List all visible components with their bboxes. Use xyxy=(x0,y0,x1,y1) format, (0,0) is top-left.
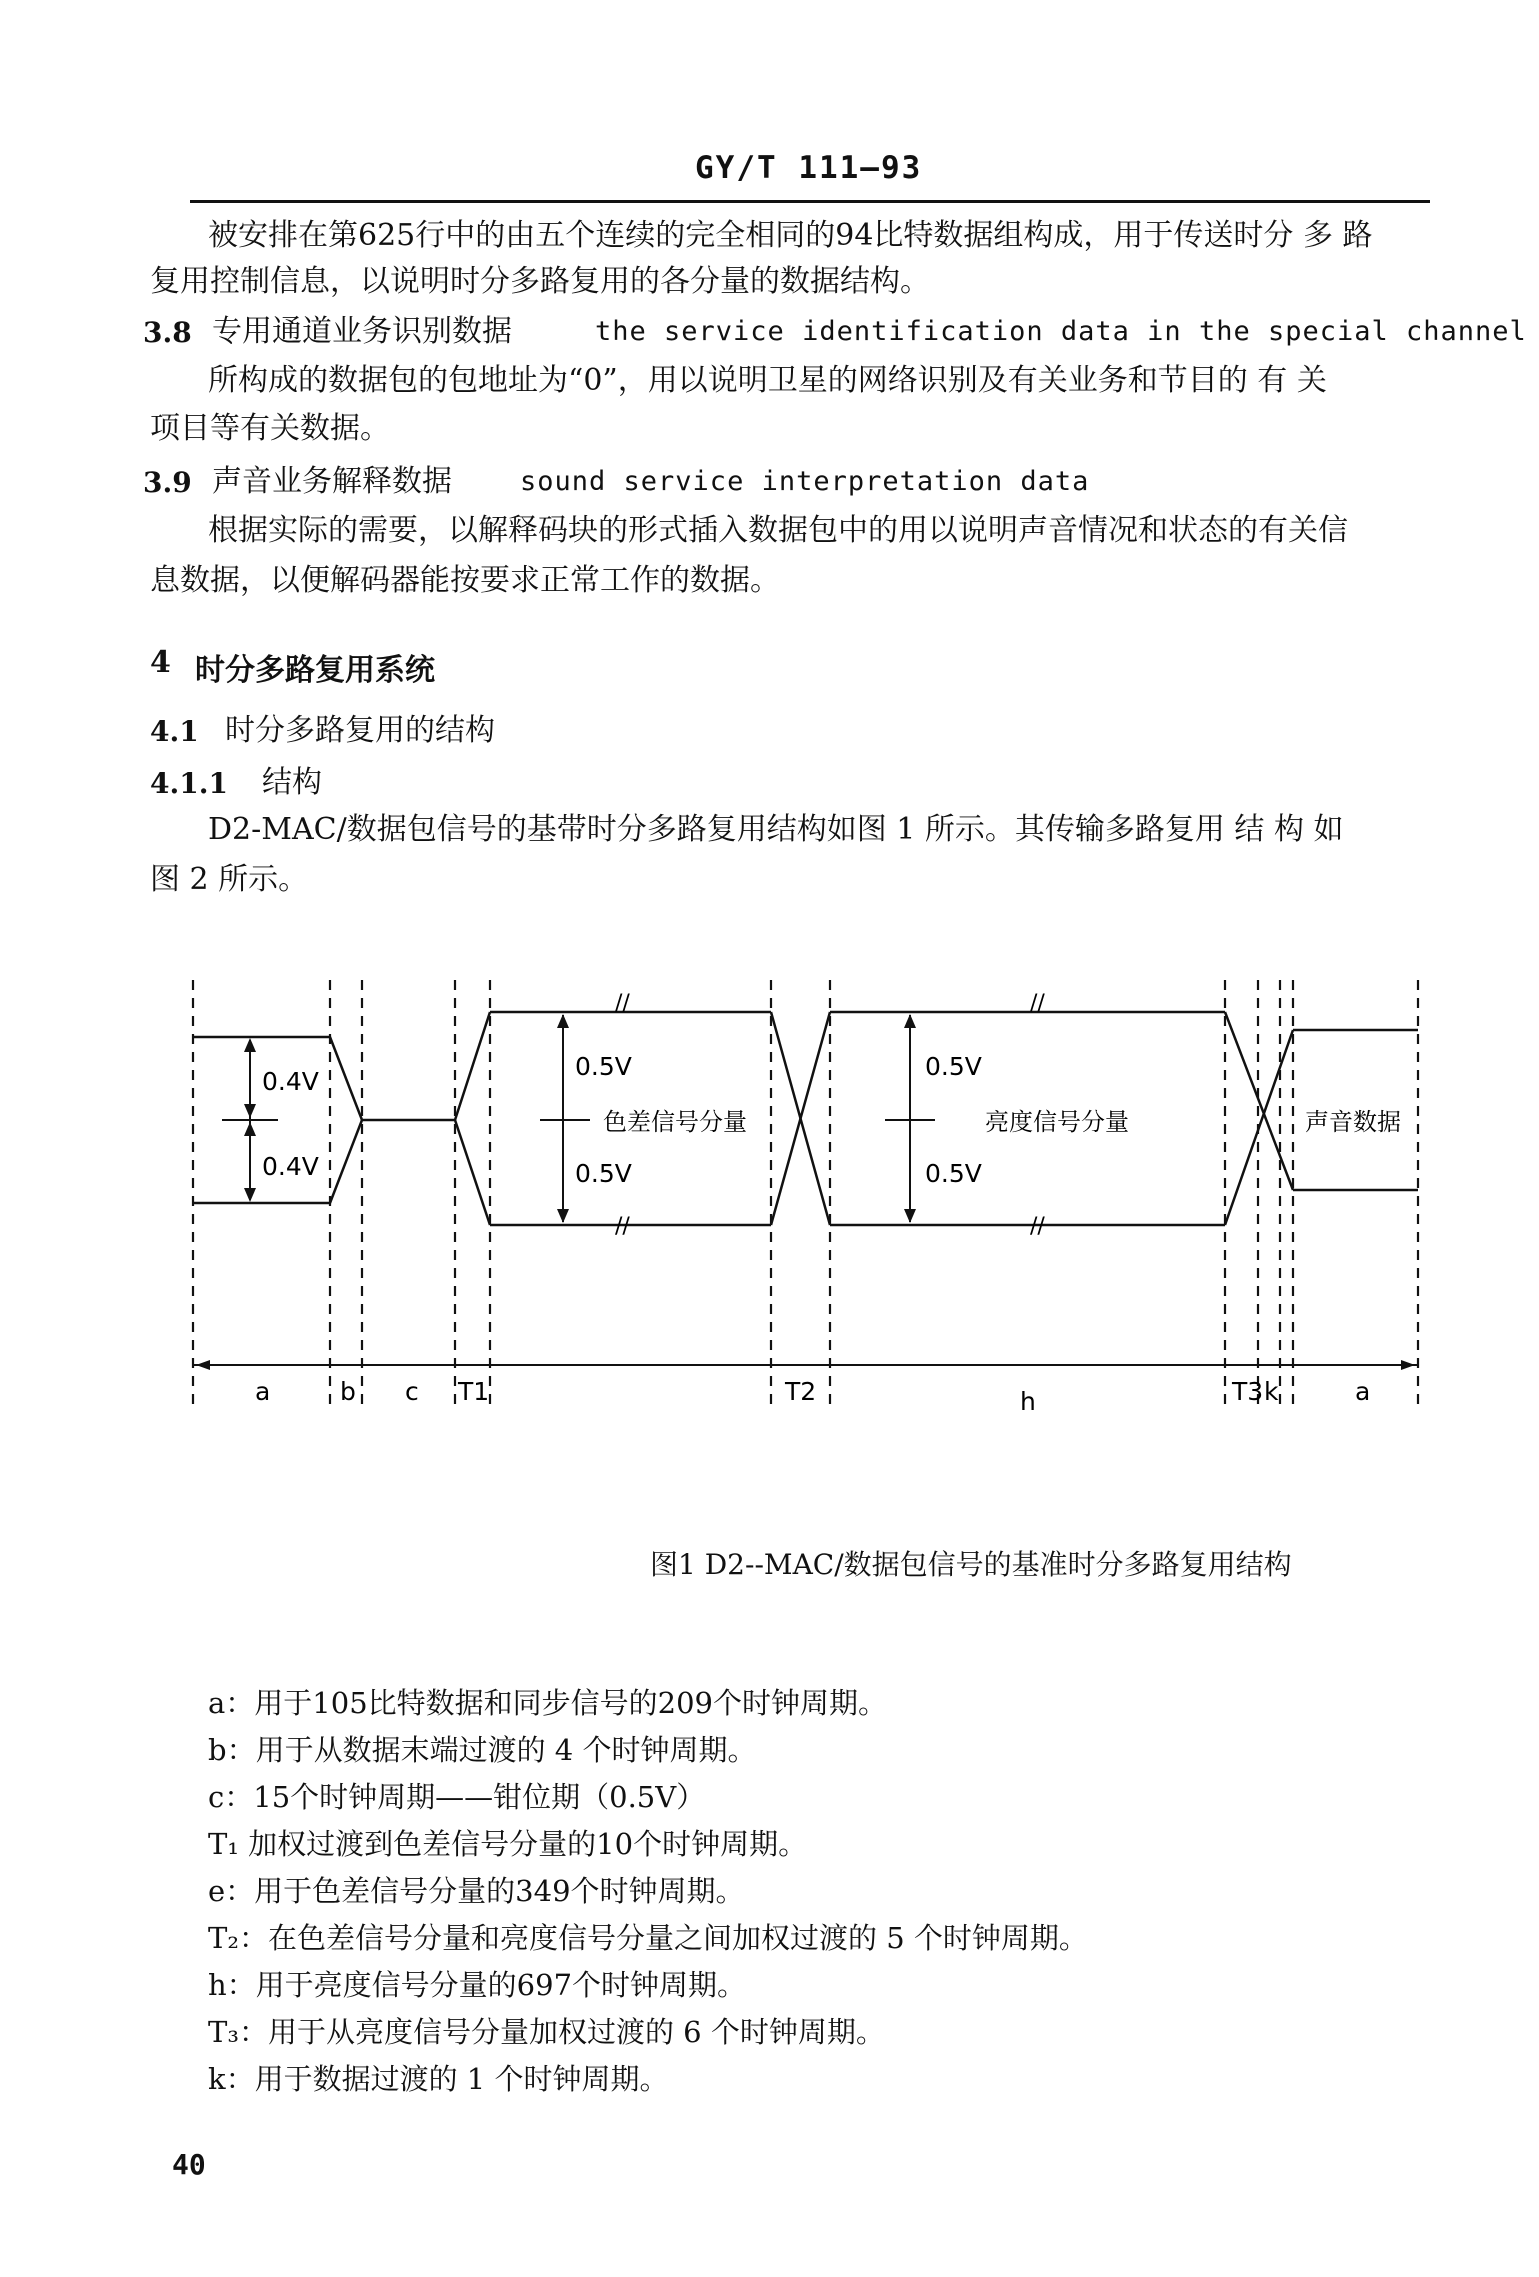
figure-1-timing-diagram xyxy=(0,960,1539,1440)
voltage-label: 0.4V xyxy=(262,1067,319,1096)
voltage-label: 0.5V xyxy=(575,1052,632,1081)
section-title: 专用通道业务识别数据 xyxy=(212,314,512,349)
segment-label: T1 xyxy=(458,1377,490,1406)
segment-label: b xyxy=(340,1377,356,1406)
paragraph-line: 项目等有关数据。 xyxy=(150,411,390,446)
voltage-label: 0.5V xyxy=(925,1052,982,1081)
section-heading: 时分多路复用系统 xyxy=(195,653,435,688)
segment-label: a xyxy=(255,1377,271,1406)
segment-label: a xyxy=(1355,1377,1371,1406)
document-header: GY/T 111—93 xyxy=(695,150,923,186)
legend-item: T₁ 加权过渡到色差信号分量的10个时钟周期。 xyxy=(208,1827,808,1861)
voltage-label: 0.5V xyxy=(925,1159,982,1188)
sound-data-label: 声音数据 xyxy=(1305,1108,1401,1136)
voltage-label: 0.4V xyxy=(262,1152,319,1181)
section-number: 4.1 xyxy=(150,715,199,748)
legend-item: b：用于从数据末端过渡的 4 个时钟周期。 xyxy=(208,1733,757,1767)
page-number: 40 xyxy=(172,2148,206,2181)
break-mark: // xyxy=(1030,991,1045,1016)
break-mark: // xyxy=(615,1214,630,1239)
section-heading: 时分多路复用的结构 xyxy=(225,713,495,748)
paragraph-line: 息数据，以便解码器能按要求正常工作的数据。 xyxy=(150,563,780,598)
voltage-arrows xyxy=(222,1015,935,1222)
legend-item: T₂：在色差信号分量和亮度信号分量之间加权过渡的 5 个时钟周期。 xyxy=(208,1921,1088,1955)
legend-item: h：用于亮度信号分量的697个时钟周期。 xyxy=(208,1968,747,2002)
section-title-english: the service identification data in the special channel xyxy=(595,316,1527,347)
segment-label: h xyxy=(1020,1387,1036,1416)
luma-component-label: 亮度信号分量 xyxy=(985,1108,1129,1136)
section-number: 4 xyxy=(150,645,171,680)
section-title-english: sound service interpretation data xyxy=(520,466,1090,497)
section-number: 4.1.1 xyxy=(150,767,228,800)
break-mark: // xyxy=(615,991,630,1016)
legend-item: c：15个时钟周期——钳位期（0.5V） xyxy=(208,1780,706,1814)
section-heading: 结构 xyxy=(262,765,322,800)
chroma-component-label: 色差信号分量 xyxy=(603,1108,747,1136)
section-number: 3.9 xyxy=(143,466,192,499)
paragraph-line: 图 2 所示。 xyxy=(150,862,309,897)
voltage-label: 0.5V xyxy=(575,1159,632,1188)
segment-label: T2 xyxy=(785,1377,817,1406)
waveform xyxy=(193,1012,1418,1225)
legend-item: e：用于色差信号分量的349个时钟周期。 xyxy=(208,1874,745,1908)
paragraph-line: 被安排在第625行中的由五个连续的完全相同的94比特数据组构成，用于传送时分 多 路 xyxy=(208,218,1373,253)
section-number: 3.8 xyxy=(143,316,192,349)
break-mark: // xyxy=(1030,1214,1045,1239)
segment-label: c xyxy=(405,1377,419,1406)
paragraph-line: 复用控制信息，以说明时分多路复用的各分量的数据结构。 xyxy=(150,264,930,299)
legend-item: k：用于数据过渡的 1 个时钟周期。 xyxy=(208,2062,669,2096)
segment-label: T3 xyxy=(1232,1377,1264,1406)
segment-label: k xyxy=(1264,1377,1279,1406)
paragraph-line: 根据实际的需要，以解释码块的形式插入数据包中的用以说明声音情况和状态的有关信 xyxy=(208,513,1348,548)
paragraph-line: 所构成的数据包的包地址为“0”，用以说明卫星的网络识别及有关业务和节目的 有 关 xyxy=(208,363,1327,398)
legend-item: a：用于105比特数据和同步信号的209个时钟周期。 xyxy=(208,1686,887,1720)
header-rule xyxy=(190,200,1430,203)
paragraph-line: D2-MAC/数据包信号的基带时分多路复用结构如图 1 所示。其传输多路复用 结 构 如 xyxy=(208,812,1344,847)
legend-item: T₃：用于从亮度信号分量加权过渡的 6 个时钟周期。 xyxy=(208,2015,885,2049)
figure-caption: 图1 D2--MAC/数据包信号的基准时分多路复用结构 xyxy=(650,1548,1292,1581)
section-title: 声音业务解释数据 xyxy=(212,464,452,499)
